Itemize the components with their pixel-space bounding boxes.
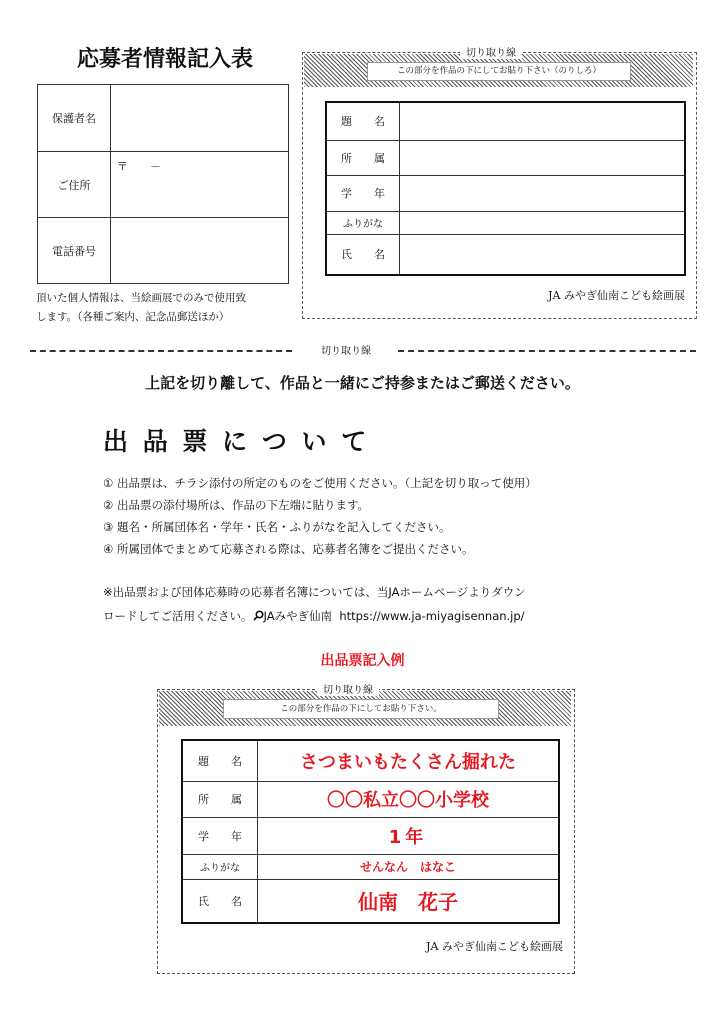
cut-line-label: 切り取り線 <box>321 346 371 357</box>
example-name-value: 仙南 花子 <box>258 879 560 923</box>
download-note-line2 <box>103 604 526 629</box>
example-furigana-label: ふりがな <box>182 854 258 879</box>
phone-label: 電話番号 <box>38 218 111 284</box>
privacy-note <box>36 289 246 327</box>
ticket-affiliation-field[interactable] <box>400 140 686 175</box>
ticket-name-label: 氏 名 <box>326 234 400 275</box>
example-affiliation-label: 所 属 <box>182 781 258 817</box>
download-note-text: ロードしてご活用ください。 <box>103 609 253 623</box>
ja-url[interactable]: https://www.ja-miyagisennan.jp/ <box>339 609 525 623</box>
ticket-cut-label: 切り取り線 <box>460 44 522 59</box>
cut-line-left <box>30 350 292 352</box>
ticket-paste-note: この部分を作品の下にしてお貼り下さい（のりしろ） <box>367 62 631 81</box>
guardian-label: 保護者名 <box>38 85 111 152</box>
about-list <box>103 472 537 560</box>
example-name-label: 氏 名 <box>182 879 258 923</box>
ticket-furigana-field[interactable] <box>400 211 686 234</box>
example-title-value: さつまいもたくさん掘れた <box>258 740 560 781</box>
phone-field[interactable] <box>111 218 289 284</box>
example-affiliation-value: 〇〇私立〇〇小学校 <box>258 781 560 817</box>
example-grade-value: 1年 <box>258 817 560 854</box>
postal-mark: 〒 － <box>117 160 161 173</box>
instruction: 上記を切り離して、作品と一緒にご持参またはご郵送ください。 <box>145 374 580 392</box>
address-label: ご住所 <box>38 152 111 218</box>
example-grade-label: 学 年 <box>182 817 258 854</box>
download-note-line1: ※出品票および団体応募時の応募者名簿については、当JAホームページよりダウン <box>103 585 526 599</box>
about-item: ③ 題名・所属団体名・学年・氏名・ふりがなを記入してください。 <box>103 520 451 534</box>
about-item: ④ 所属団体でまとめて応募される際は、応募者名簿をご提出ください。 <box>103 542 474 556</box>
about-item: ① 出品票は、チラシ添付の所定のものをご使用ください。（上記を切り取って使用） <box>103 476 537 490</box>
applicant-title: 応募者情報記入表 <box>76 47 253 72</box>
ticket-affiliation-label: 所 属 <box>326 140 400 175</box>
ticket-grade-field[interactable] <box>400 175 686 211</box>
ticket-title-field[interactable] <box>400 102 686 140</box>
ticket-org: JA みやぎ仙南こども絵画展 <box>548 289 685 302</box>
ticket-table <box>325 101 686 276</box>
example-paste-note: この部分を作品の下にしてお貼り下さい。 <box>223 699 499 719</box>
privacy-note-line1: 頂いた個人情報は、当絵画展でのみで使用致 <box>36 292 246 304</box>
about-heading: 出 品 票 に つ い て <box>103 427 370 456</box>
example-furigana-value: せんなん はなこ <box>258 854 560 879</box>
guardian-field[interactable] <box>111 85 289 152</box>
example-cut-label: 切り取り線 <box>317 681 379 696</box>
address-field[interactable] <box>111 152 289 218</box>
search-icon <box>253 605 264 629</box>
ticket-furigana-label: ふりがな <box>326 211 400 234</box>
ja-link-label[interactable]: JAみやぎ仙南 <box>263 609 333 623</box>
download-note <box>103 580 526 629</box>
ticket-title-label: 題 名 <box>326 102 400 140</box>
example-title-label: 題 名 <box>182 740 258 781</box>
example-table <box>181 739 560 924</box>
example-heading: 出品票記入例 <box>320 653 405 669</box>
ticket-grade-label: 学 年 <box>326 175 400 211</box>
applicant-table <box>37 84 289 284</box>
about-item: ② 出品票の添付場所は、作品の下左端に貼ります。 <box>103 498 370 512</box>
privacy-note-line2: します。（各種ご案内、記念品郵送ほか） <box>36 311 230 323</box>
example-org: JA みやぎ仙南こども絵画展 <box>426 940 563 953</box>
cut-line-right <box>398 350 696 352</box>
ticket-name-field[interactable] <box>400 234 686 275</box>
